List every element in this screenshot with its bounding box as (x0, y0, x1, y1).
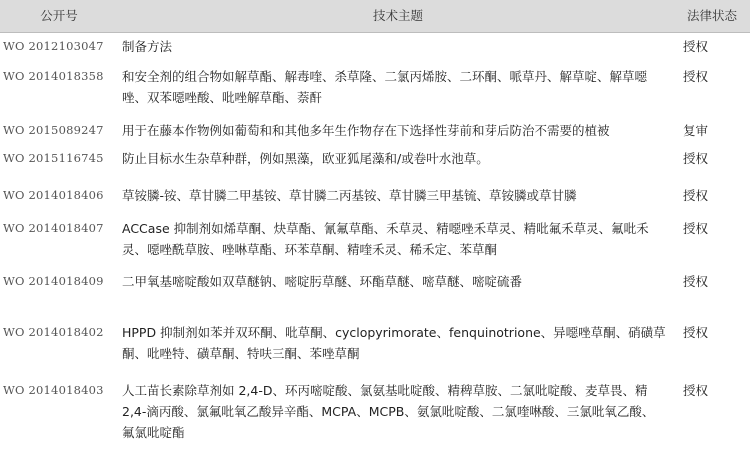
header-technical-topic: 技术主题 (372, 8, 423, 23)
legal-status: 授权 (683, 221, 709, 236)
publication-number: WO 2015116745 (3, 151, 104, 165)
legal-status: 授权 (683, 151, 709, 166)
legal-status: 复审 (683, 123, 709, 138)
technical-topic: 二甲氧基嘧啶酸如双草醚钠、嘧啶肟草醚、环酯草醚、嘧草醚、嘧啶硫番 (122, 274, 523, 289)
technical-topic: 人工苗长素除草剂如 2,4-D、环丙嘧啶酸、氯氨基吡啶酸、精稗草胺、二氯吡啶酸、麦草畏、精 2,4-滴丙酸、氯氟吡氧乙酸异辛酯、MCPA、MCPB、氨氯吡啶酸、二氯喹啉酸、三氯吡氧乙酸、 氟氯吡啶酯 (122, 383, 655, 440)
technical-topic: 制备方法 (122, 39, 173, 54)
legal-status: 授权 (683, 39, 709, 54)
legal-status: 授权 (683, 383, 709, 398)
technical-topic: ACCase 抑制剂如烯草酮、炔草酯、氰氟草酯、禾草灵、精噁唑禾草灵、精吡氟禾草灵、氟吡禾 灵、噁唑酰草胺、唑啉草酯、环苯草酮、精喹禾灵、稀禾定、苯草酮 (122, 221, 649, 257)
legal-status: 授权 (683, 325, 709, 340)
technical-topic: 和安全剂的组合物如解草酯、解毒喹、杀草隆、二氯丙烯胺、二环酮、哌草丹、解草啶、解草噁 唑、双苯噁唑酸、吡唑解草酯、萘酐 (122, 69, 648, 105)
technical-topic: 用于在藤本作物例如葡萄和和其他多年生作物存在下选择性芽前和芽后防治不需要的植被 (122, 123, 610, 138)
legal-status: 授权 (683, 274, 709, 289)
table-header (0, 0, 750, 33)
publication-number: WO 2014018407 (3, 221, 104, 235)
legal-status: 授权 (683, 188, 709, 203)
technical-topic: 防止目标水生杂草种群，例如黑藻，欧亚狐尾藻和/或卷叶水池草。 (122, 151, 489, 166)
publication-number: WO 2012103047 (3, 39, 104, 53)
header-publication-number: 公开号 (40, 8, 78, 23)
technical-topic: 草铵膦-铵、草甘膦二甲基铵、草甘膦二丙基铵、草甘膦三甲基锍、草铵膦或草甘膦 (122, 188, 577, 203)
header-legal-status: 法律状态 (686, 8, 737, 23)
technical-topic: HPPD 抑制剂如苯并双环酮、吡草酮、cyclopyrimorate、fenquinotrione、异噁唑草酮、硝磺草 酮、吡唑特、磺草酮、特呋三酮、苯唑草酮 (122, 325, 666, 361)
publication-number: WO 2014018403 (3, 383, 104, 397)
publication-number: WO 2014018402 (3, 325, 104, 339)
publication-number: WO 2014018409 (3, 274, 104, 288)
legal-status: 授权 (683, 69, 709, 84)
publication-number: WO 2014018358 (3, 69, 104, 83)
publication-number: WO 2014018406 (3, 188, 104, 202)
publication-number: WO 2015089247 (3, 123, 104, 137)
